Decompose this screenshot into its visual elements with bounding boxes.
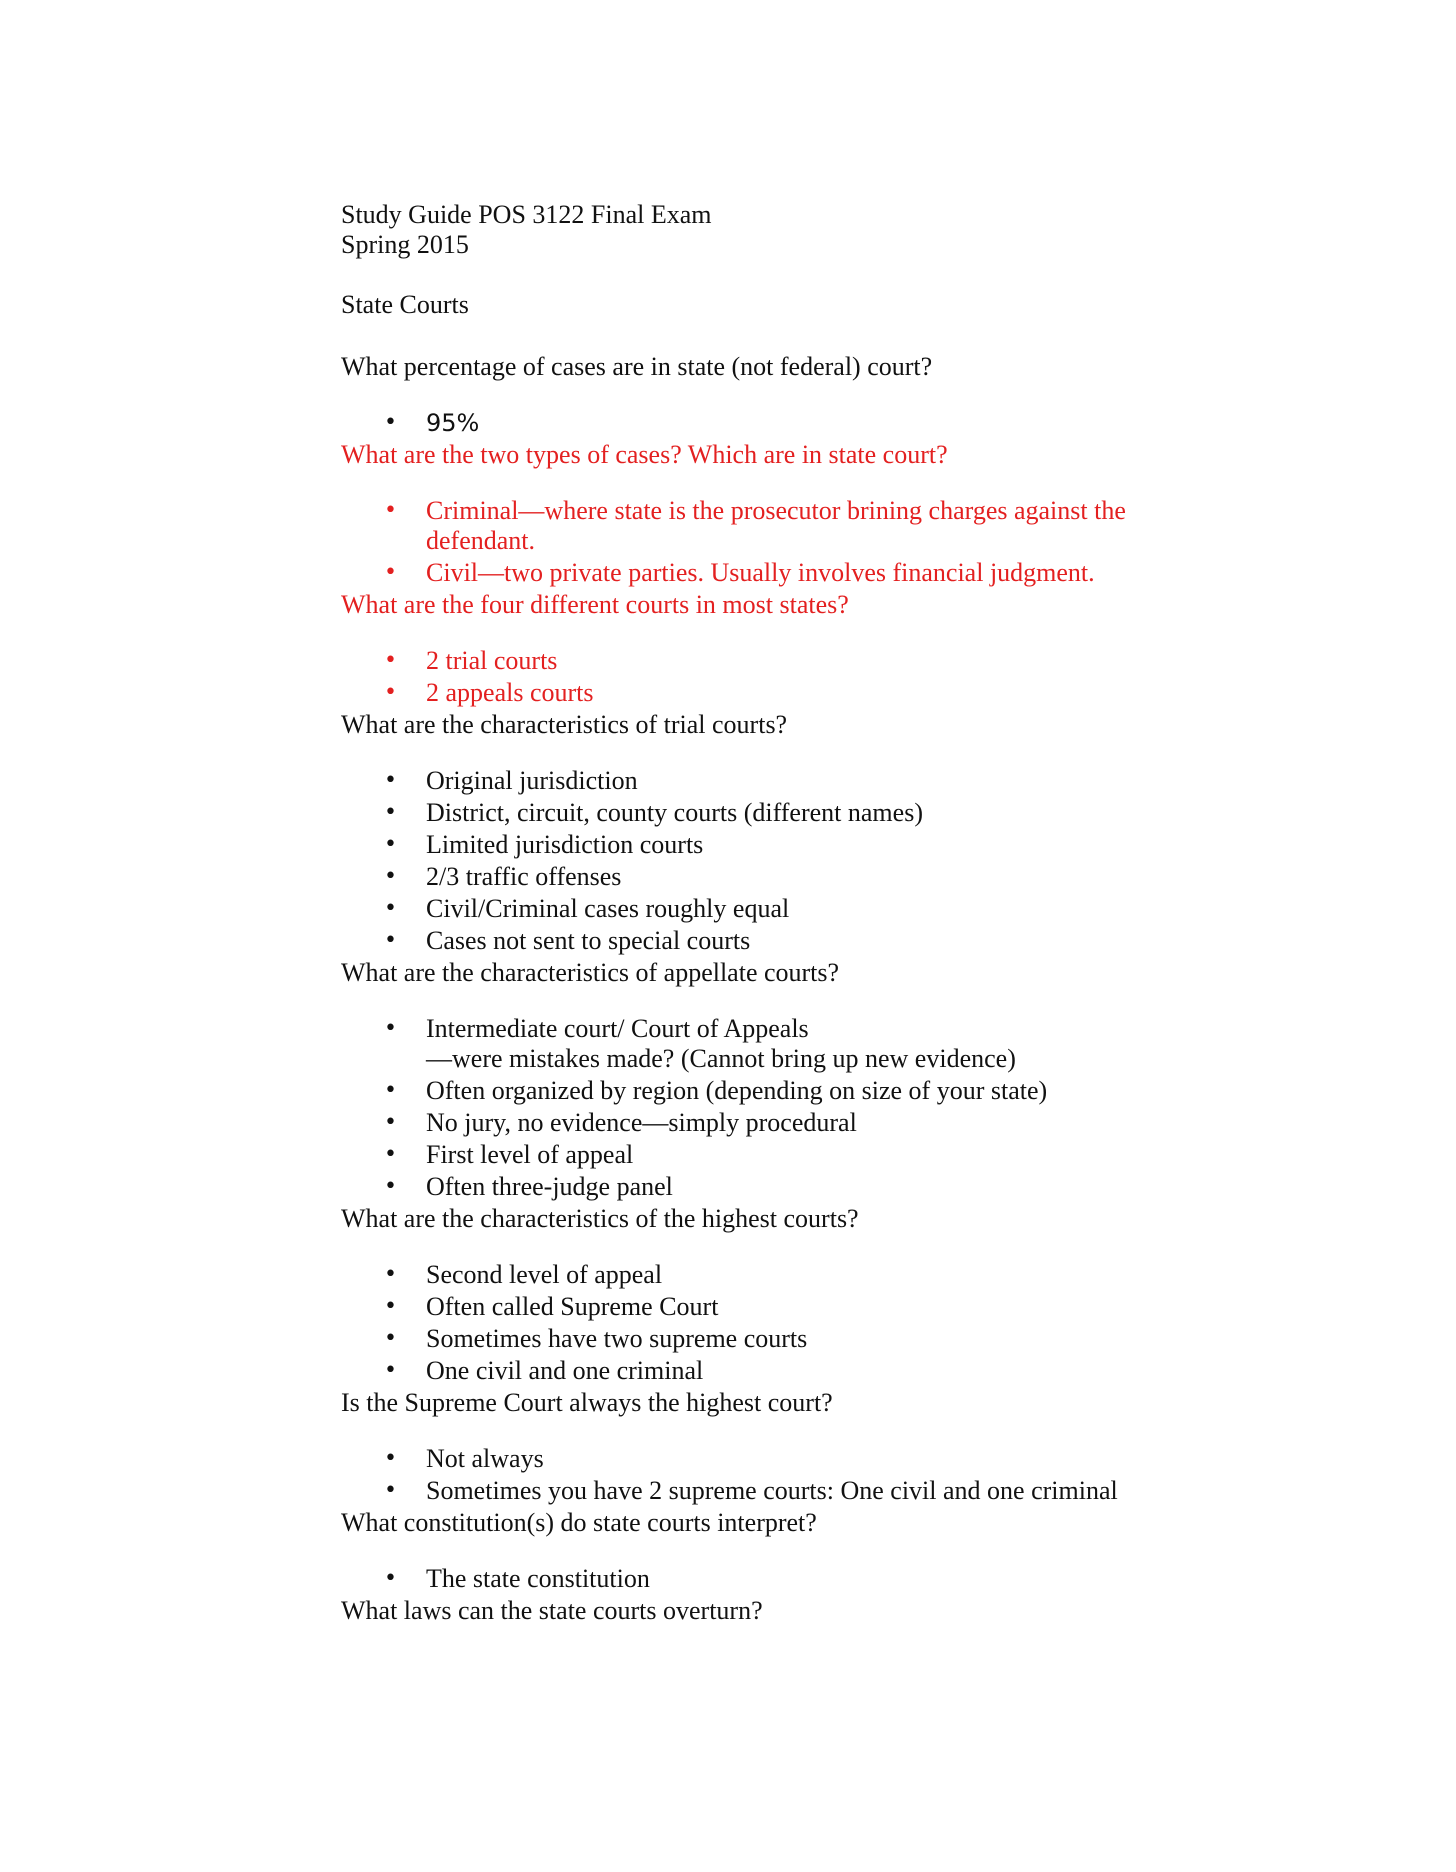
bullet-icon: •: [384, 768, 397, 793]
list-item: • One civil and one criminal: [384, 1356, 704, 1385]
bullet-icon: •: [384, 864, 397, 889]
answer-list-8: [341, 1564, 1241, 1594]
section-heading: State Courts: [341, 290, 469, 319]
answer-list-6: [341, 1260, 1241, 1386]
bullet-icon: •: [384, 1142, 397, 1167]
question-6: What are the characteristics of the highest courts?: [341, 1204, 859, 1233]
question-4: What are the characteristics of trial courts?: [341, 710, 788, 739]
list-item: • Not always: [384, 1444, 544, 1473]
list-item: • District, circuit, county courts (different names): [384, 798, 923, 827]
bullet-icon: •: [384, 1294, 397, 1319]
bullet-icon: •: [384, 1078, 397, 1103]
list-item: • No jury, no evidence—simply procedural: [384, 1108, 857, 1137]
answer-list-7: [341, 1444, 1241, 1506]
list-item: • Sometimes have two supreme courts: [384, 1324, 808, 1353]
answer-list-5: [341, 1014, 1241, 1202]
list-item: • Criminal—where state is the prosecutor brining charges against the defendant.: [384, 496, 1126, 555]
bullet-icon: •: [384, 1016, 397, 1041]
question-9: What laws can the state courts overturn?: [341, 1596, 763, 1625]
bullet-icon: •: [384, 1110, 397, 1135]
list-item: • First level of appeal: [384, 1140, 634, 1169]
list-item: • The state constitution: [384, 1564, 650, 1593]
list-item: • 2/3 traffic offenses: [384, 862, 622, 891]
list-item: • Civil—two private parties. Usually involves financial judgment.: [384, 558, 1095, 587]
list-item: • Limited jurisdiction courts: [384, 830, 704, 859]
list-item: • Original jurisdiction: [384, 766, 638, 795]
list-item: • 2 trial courts: [384, 646, 558, 675]
list-item: • Second level of appeal: [384, 1260, 663, 1289]
list-item: • Cases not sent to special courts: [384, 926, 751, 955]
list-item: • Often called Supreme Court: [384, 1292, 719, 1321]
bullet-icon: •: [384, 410, 397, 435]
document-title: Study Guide POS 3122 Final Exam: [341, 200, 712, 229]
list-item: • Civil/Criminal cases roughly equal: [384, 894, 790, 923]
answer-list-1: [341, 408, 1241, 438]
study-guide-content: [341, 200, 1241, 1626]
list-item: • Intermediate court/ Court of Appeals —were mistakes made? (Cannot bring up new evidence): [384, 1014, 1016, 1073]
question-8: What constitution(s) do state courts interpret?: [341, 1508, 817, 1537]
bullet-icon: •: [384, 1174, 397, 1199]
question-7: Is the Supreme Court always the highest court?: [341, 1388, 833, 1417]
answer-list-2: [341, 496, 1241, 588]
list-item: • 95%: [384, 409, 480, 437]
list-item: • Often organized by region (depending on size of your state): [384, 1076, 1048, 1105]
question-5: What are the characteristics of appellate courts?: [341, 958, 840, 987]
answer-list-3: [341, 646, 1241, 708]
bullet-icon: •: [384, 648, 397, 673]
bullet-icon: •: [384, 1566, 397, 1591]
question-1: What percentage of cases are in state (not federal) court?: [341, 352, 933, 381]
document-term: Spring 2015: [341, 230, 469, 259]
bullet-icon: •: [384, 832, 397, 857]
question-2: What are the two types of cases? Which are in state court?: [341, 440, 948, 469]
bullet-icon: •: [384, 498, 397, 523]
bullet-icon: •: [384, 680, 397, 705]
bullet-icon: •: [384, 560, 397, 585]
bullet-icon: •: [384, 1446, 397, 1471]
question-3: What are the four different courts in most states?: [341, 590, 849, 619]
bullet-icon: •: [384, 896, 397, 921]
bullet-icon: •: [384, 1326, 397, 1351]
list-item: • Sometimes you have 2 supreme courts: One civil and one criminal: [384, 1476, 1118, 1505]
bullet-icon: •: [384, 928, 397, 953]
list-item: • Often three-judge panel: [384, 1172, 673, 1201]
bullet-icon: •: [384, 1262, 397, 1287]
list-item: • 2 appeals courts: [384, 678, 594, 707]
bullet-icon: •: [384, 800, 397, 825]
bullet-icon: •: [384, 1478, 397, 1503]
answer-list-4: [341, 766, 1241, 956]
bullet-icon: •: [384, 1358, 397, 1383]
